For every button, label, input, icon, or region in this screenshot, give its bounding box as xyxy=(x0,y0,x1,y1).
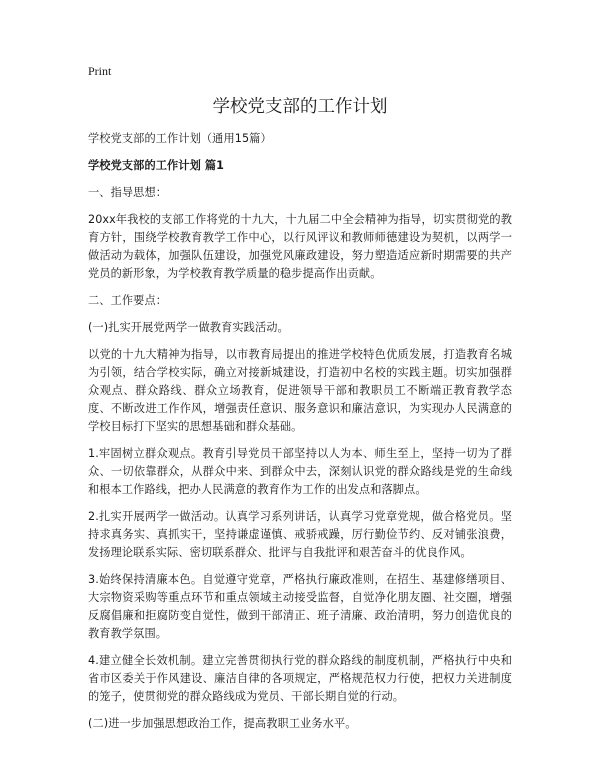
paragraph-guiding-ideology: 20xx年我校的支部工作将党的十九大，十九届二中全会精神为指导，切实贯彻党的教育方针，围绕学校教育教学工作中心，以行风评议和教师师德建设为契机，以两学一做活动为载体，加强队伍建设，加强党风廉政建设，努力塑造适应新时期需要的共产党员的新形象，为学校教育教学质量的稳步提高作出贡献。 xyxy=(88,213,512,280)
section-heading: 学校党支部的工作计划 篇1 xyxy=(88,159,225,172)
document-subtitle: 学校党支部的工作计划（通用15篇） xyxy=(88,132,272,145)
paragraph-subsection-1-heading: (一)扎实开展党两学一做教育实践活动。 xyxy=(88,321,289,334)
paragraph-subsection-1-body: 以党的十九大精神为指导，以市教育局提出的推进学校特色优质发展，打造教育名城为引领，结合学校实际，确立对接新城建设，打造初中名校的实践主题。切实加强群众观点、群众路线、群众立场教育，促进领导干部和教职员工不断端正教育教学态度、不断改进工作作风，增强责任意识、服务意识和廉洁意识，为实现办人民满意的学校目标打下坚实的思想基础和群众基础。 xyxy=(88,348,512,433)
paragraph-work-points-heading: 二、工作要点： xyxy=(88,294,168,307)
paragraph-item-2: 2.扎实开展两学一做活动。认真学习系列讲话，认真学习党章党规，做合格党员。坚持求真务实、真抓实干，坚持谦虚谨慎、戒骄戒躁，厉行勤俭节约、反对铺张浪费，发扬理论联系实际、密切联系群众、批评与自我批评和艰苦奋斗的优良作风。 xyxy=(88,510,512,559)
paragraph-item-1: 1.牢固树立群众观点。教育引导党员干部坚持以人为本、师生至上，坚持一切为了群众、一切依靠群众，从群众中来、到群众中去，深刻认识党的群众路线是党的生命线和根本工作路线，把办人民满意的教育作为工作的出发点和落脚点。 xyxy=(88,447,512,496)
paragraph-subsection-2-heading: (二)进一步加强思想政治工作，提高教职工业务水平。 xyxy=(88,717,357,730)
paragraph-item-4: 4.建立健全长效机制。建立完善贯彻执行党的群众路线的制度机制，严格执行中央和省市区委关于作风建设、廉洁自律的各项规定，严格规范权力行使，把权力关进制度的笼子，使贯彻党的群众路线成为党员、干部长期自觉的行动。 xyxy=(88,654,512,703)
paragraph-guiding-ideology-heading: 一、指导思想： xyxy=(88,186,168,199)
print-label: Print xyxy=(88,64,112,78)
document-title: 学校党支部的工作计划 xyxy=(212,97,388,117)
paragraph-item-3: 3.始终保持清廉本色。自觉遵守党章，严格执行廉政准则，在招生、基建修缮项目、大宗物资采购等重点环节和重点领域主动接受监督，自觉净化朋友圈、社交圈，增强反腐倡廉和拒腐防变自觉性，做到干部清正、班子清廉、政治清明，努力创造优良的教育教学氛围。 xyxy=(88,573,512,640)
